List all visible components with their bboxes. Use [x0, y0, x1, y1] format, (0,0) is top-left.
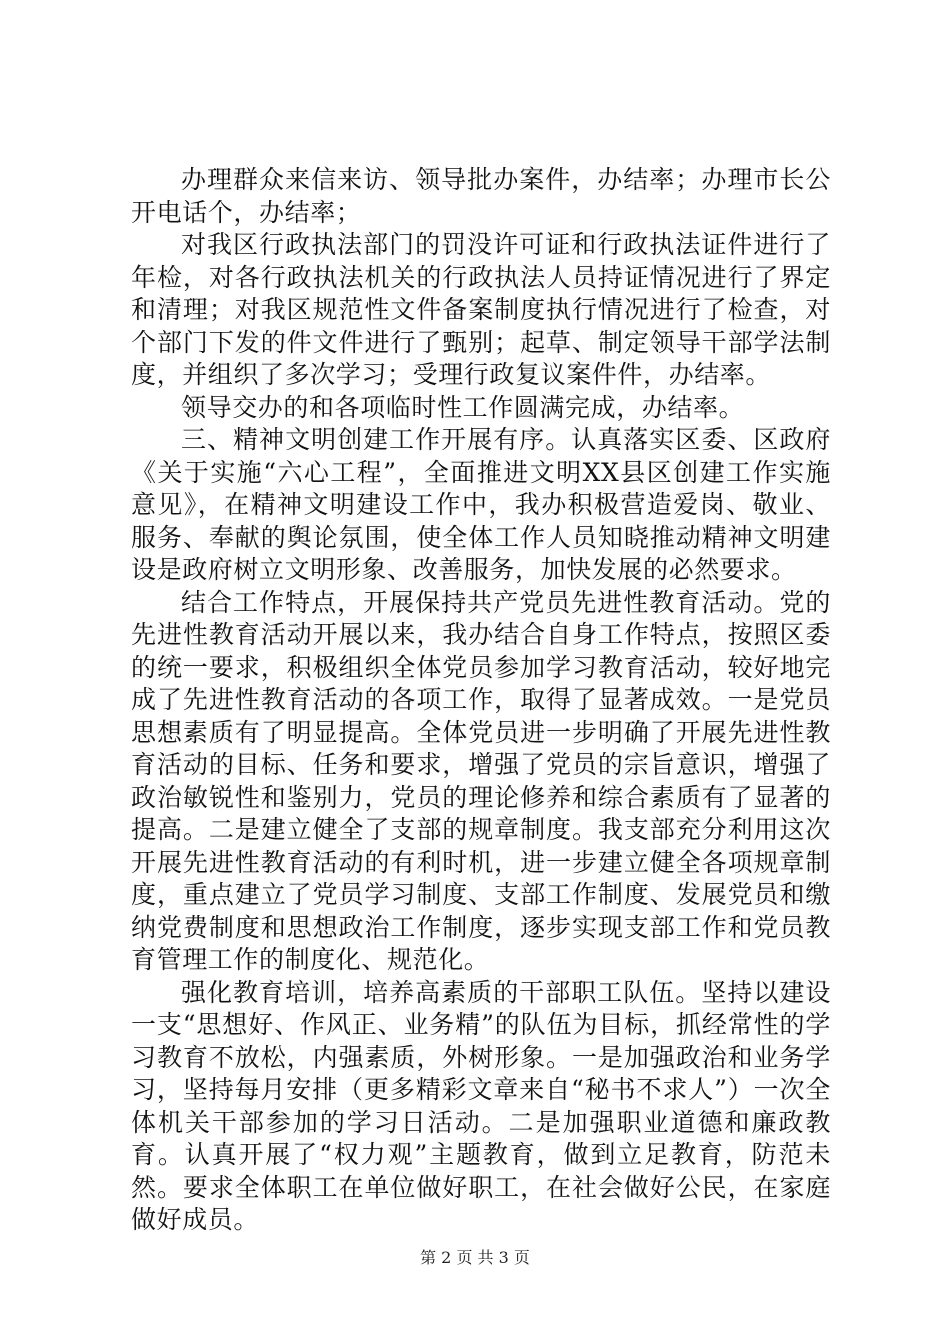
paragraph-complaints: 办理群众来信来访、领导批办案件，办结率；办理市长公开电话个，办结率；: [131, 165, 831, 227]
paragraph-law-enforcement: 对我区行政执法部门的罚没许可证和行政执法证件进行了年检，对各行政执法机关的行政执法人员持证情况进行了界定和清理；对我区规范性文件备案制度执行情况进行了检查，对个部门下发的件文件进行了甄别；起草、制定领导干部学法制度，并组织了多次学习；受理行政复议案件件，办结率。: [131, 230, 831, 389]
document-body: [131, 164, 831, 1237]
page-number-footer: 第 2 页 共 3 页: [420, 1248, 530, 1267]
paragraph-training: 强化教育培训，培养高素质的干部职工队伍。坚持以建设一支“思想好、作风正、业务精”的队伍为目标，抓经常性的学习教育不放松，内强素质，外树形象。一是加强政治和业务学习，坚持每月安排（更多精彩文章来自“秘书不求人”）一次全体机关干部参加的学习日活动。二是加强职业道德和廉政教育。认真开展了“权力观”主题教育，做到立足教育，防范未然。要求全体职工在单位做好职工，在社会做好公民，在家庭做好成员。: [131, 977, 831, 1234]
paragraph-spiritual-civilization: 三、精神文明创建工作开展有序。认真落实区委、区政府《关于实施“六心工程”，全面推进文明XX县区创建工作实施意见》，在精神文明建设工作中，我办积极营造爱岗、敬业、服务、奉献的舆论氛围，使全体工作人员知晓推动精神文明建设是政府树立文明形象、改善服务，加快发展的必然要求。: [131, 425, 831, 584]
paragraph-leader-tasks: 领导交办的和各项临时性工作圆满完成，办结率。: [181, 392, 745, 422]
paragraph-party-education: 结合工作特点，开展保持共产党员先进性教育活动。党的先进性教育活动开展以来，我办结合自身工作特点，按照区委的统一要求，积极组织全体党员参加学习教育活动，较好地完成了先进性教育活动的各项工作，取得了显著成效。一是党员思想素质有了明显提高。全体党员进一步明确了开展先进性教育活动的目标、任务和要求，增强了党员的宗旨意识，增强了政治敏锐性和鉴别力，党员的理论修养和综合素质有了显著的提高。二是建立健全了支部的规章制度。我支部充分利用这次开展先进性教育活动的有利时机，进一步建立健全各项规章制度，重点建立了党员学习制度、支部工作制度、发展党员和缴纳党费制度和思想政治工作制度，逐步实现支部工作和党员教育管理工作的制度化、规范化。: [131, 587, 831, 974]
